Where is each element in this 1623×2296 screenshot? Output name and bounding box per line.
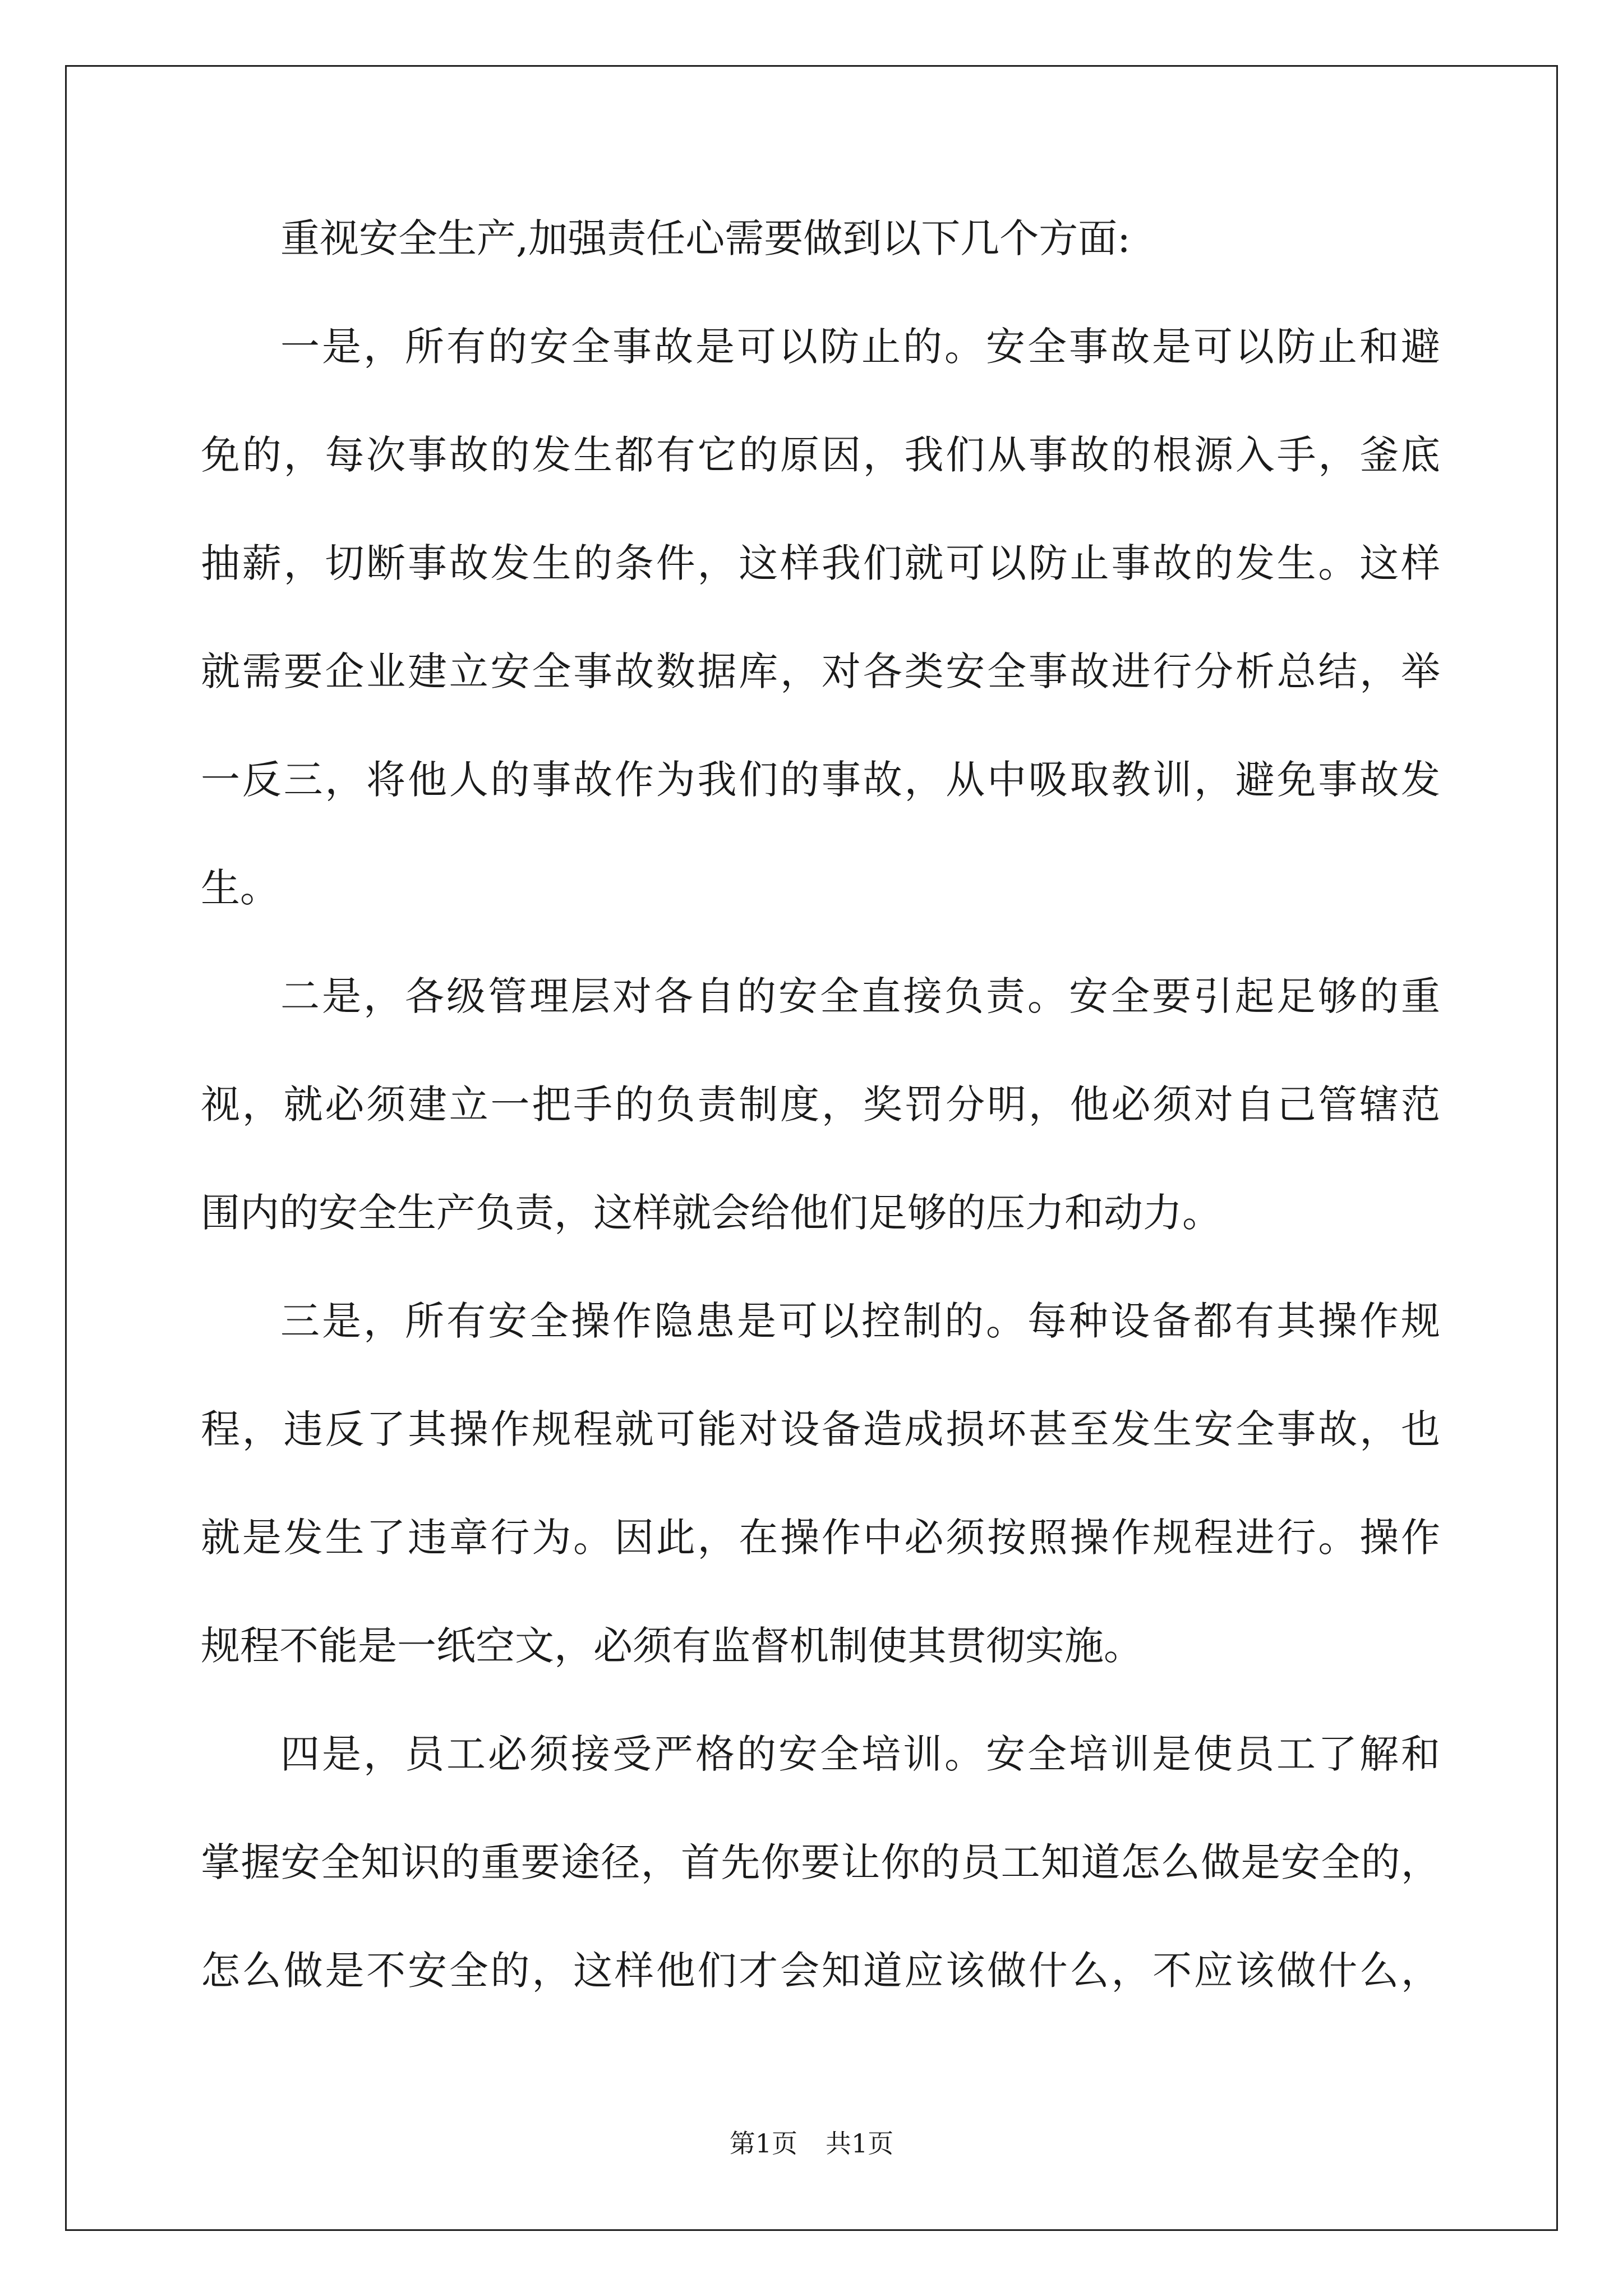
paragraph-1-line-3: 抽薪，切断事故发生的条件，这样我们就可以防止事故的发生。这样	[201, 540, 1440, 586]
paragraph-1-line-4: 就需要企业建立安全事故数据库，对各类安全事故进行分析总结，举	[201, 648, 1440, 694]
page-number: 第1页	[729, 2128, 797, 2159]
page-total: 共1页	[826, 2128, 894, 2159]
paragraph-3-line-1: 三是，所有安全操作隐患是可以控制的。每种设备都有其操作规	[280, 1298, 1440, 1344]
paragraph-2-line-1: 二是，各级管理层对各自的安全直接负责。安全要引起足够的重	[280, 973, 1440, 1019]
paragraph-3-line-3: 就是发生了违章行为。因此，在操作中必须按照操作规程进行。操作	[201, 1515, 1440, 1561]
paragraph-3-line-2: 程，违反了其操作规程就可能对设备造成损坏甚至发生安全事故，也	[201, 1406, 1440, 1452]
paragraph-1-line-2: 免的，每次事故的发生都有它的原因，我们从事故的根源入手，釜底	[201, 432, 1440, 478]
paragraph-1-line-6: 生。	[201, 865, 279, 911]
paragraph-1-line-5: 一反三，将他人的事故作为我们的事故，从中吸取教训，避免事故发	[201, 757, 1440, 803]
paragraph-2-line-3: 围内的安全生产负责，这样就会给他们足够的压力和动力。	[201, 1190, 1221, 1236]
paragraph-1-line-1: 一是，所有的安全事故是可以防止的。安全事故是可以防止和避	[280, 324, 1440, 370]
paragraph-3-line-4: 规程不能是一纸空文，必须有监督机制使其贯彻实施。	[201, 1623, 1143, 1669]
paragraph-4-line-1: 四是，员工必须接受严格的安全培训。安全培训是使员工了解和	[280, 1731, 1440, 1777]
intro-line: 重视安全生产,加强责任心需要做到以下几个方面:	[280, 215, 1131, 261]
page-footer	[0, 2129, 1623, 2157]
paragraph-4-line-3: 怎么做是不安全的，这样他们才会知道应该做什么，不应该做什么，	[201, 1948, 1440, 1994]
paragraph-2-line-2: 视，就必须建立一把手的负责制度，奖罚分明，他必须对自己管辖范	[201, 1082, 1440, 1128]
document-body	[201, 215, 1440, 2059]
paragraph-4-line-2: 掌握安全知识的重要途径，首先你要让你的员工知道怎么做是安全的，	[201, 1839, 1440, 1885]
